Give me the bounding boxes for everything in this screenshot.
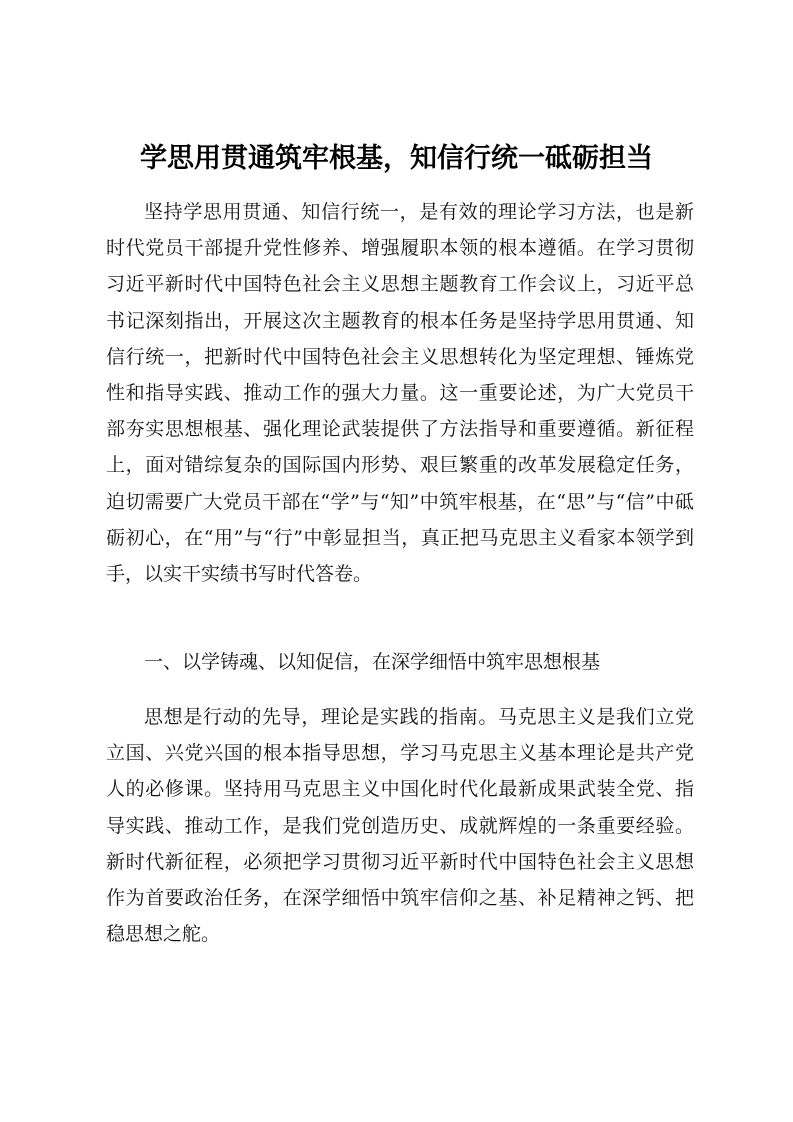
document-title: 学思用贯通筑牢根基，知信行统一砥砺担当 (140, 143, 653, 174)
section-1-paragraph: 思想是行动的先导，理论是实践的指南。马克思主义是我们立党立国、兴党兴国的根本指导思想，学习马克思主义基本理论是共产党人的必修课。坚持用马克思主义中国化时代化最新成果武装全党、指导实践、推动工作，是我们党创造历史、成就辉煌的一条重要经验。新时代新征程，必须把学习贯彻习近平新时代中国特色社会主义思想作为首要政治任务，在深学细悟中筑牢信仰之基、补足精神之钙、把稳思想之舵。 (106, 706, 694, 946)
intro-paragraph: 坚持学思用贯通、知信行统一，是有效的理论学习方法，也是新时代党员干部提升党性修养、增强履职本领的根本遵循。在学习贯彻习近平新时代中国特色社会主义思想主题教育工作会议上，习近平总书记深刻指出，开展这次主题教育的根本任务是坚持学思用贯通、知信行统一，把新时代中国特色社会主义思想转化为坚定理想、锤炼党性和指导实践、推动工作的强大力量。这一重要论述，为广大党员干部夯实思想根基、强化理论武装提供了方法指导和重要遵循。新征程上，面对错综复杂的国际国内形势、艰巨繁重的改革发展稳定任务，迫切需要广大党员干部在“学”与“知”中筑牢根基，在“思”与“信”中砥砺初心，在“用”与“行”中彰显担当，真正把马克思主义看家本领学到手，以实干实绩书写时代答卷。 (106, 201, 694, 586)
section-1-heading: 一、以学铸魂、以知促信，在深学细悟中筑牢思想根基 (144, 651, 601, 673)
